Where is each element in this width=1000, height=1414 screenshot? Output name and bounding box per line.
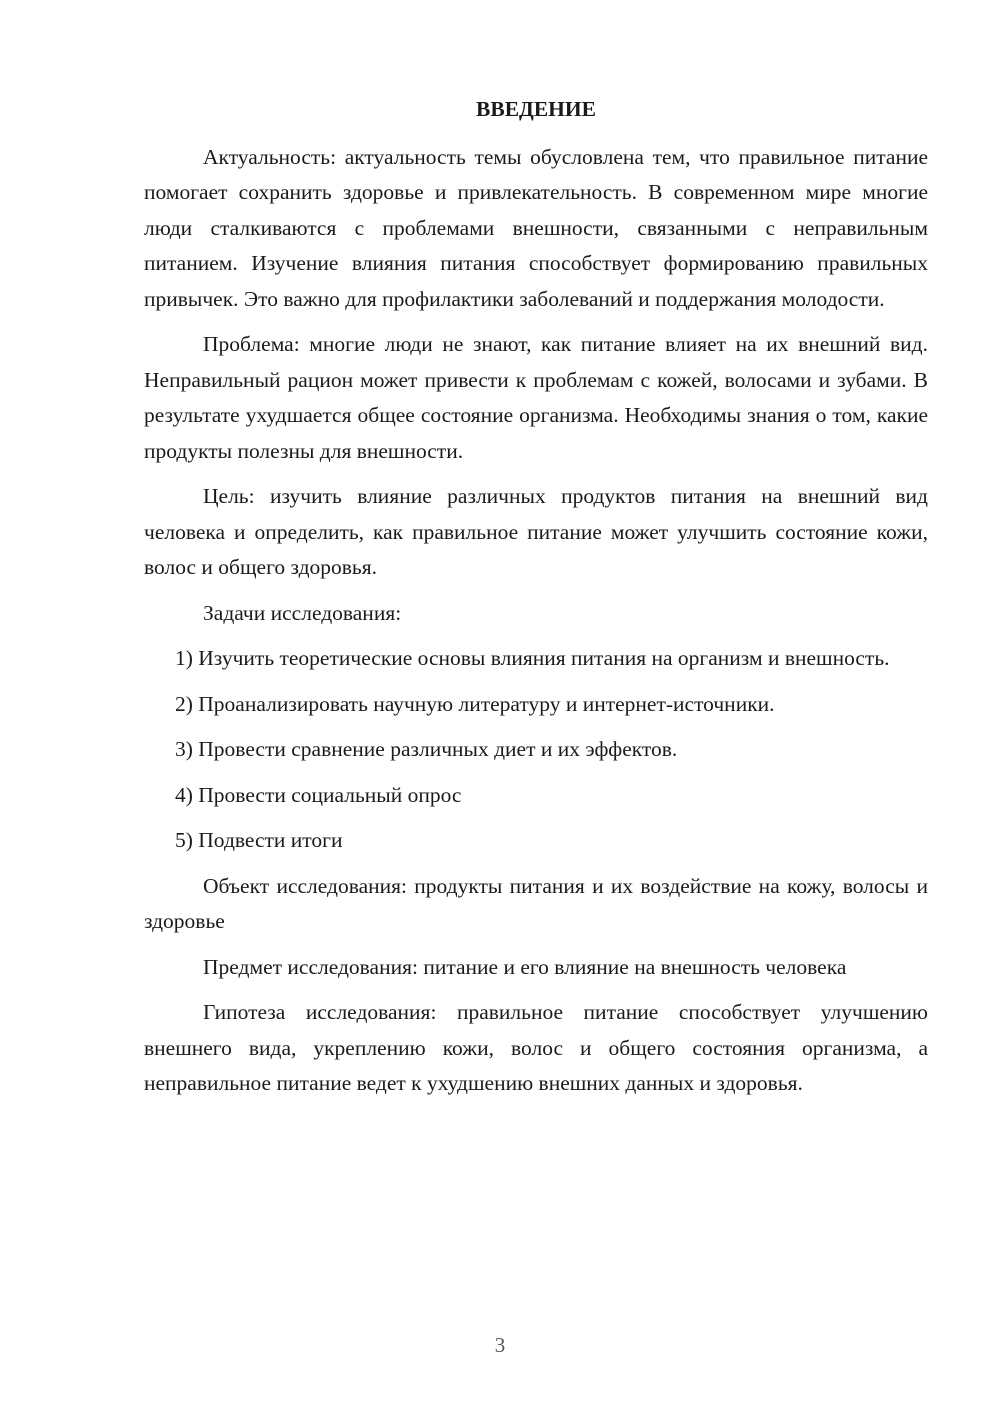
paragraph-subject: Предмет исследования: питание и его влияние на внешность человека xyxy=(203,954,847,979)
task-item-3: 3) Провести сравнение различных диет и их эффектов. xyxy=(175,737,678,761)
paragraph-hypothesis: Гипотеза исследования: правильное питание способствует улучшению внешнего вида, укреплению кожи, волос и общего состояния организма, а неправильное питание ведет к ухудшению внешних данных и здоровья. xyxy=(144,1000,928,1095)
page-number: 3 xyxy=(494,1333,506,1357)
document-page xyxy=(144,92,928,1112)
paragraph-problem: Проблема: многие люди не знают, как питание влияет на их внешний вид. Неправильный рацион может привести к проблемам с кожей, волосами и зубами. В результате ухудшается общее состояние организма. Необходимы знания о том, какие продукты полезны для внешности. xyxy=(144,332,928,463)
task-item-4: 4) Провести социальный опрос xyxy=(175,782,462,807)
paragraph-object: Объект исследования: продукты питания и их воздействие на кожу, волосы и здоровье xyxy=(144,873,928,933)
tasks-heading: Задачи исследования: xyxy=(203,600,402,625)
paragraph-relevance: Актуальность: актуальность темы обусловлена тем, что правильное питание помогает сохранить здоровье и привлекательность. В современном мире многие люди сталкиваются с проблемами внешности, связанными с неправильным питанием. Изучение влияния питания способствует формированию правильных привычек. Это важно для профилактики заболеваний и поддержания молодости. xyxy=(144,144,928,311)
section-title: ВВЕДЕНИЕ xyxy=(476,97,596,121)
task-item-1: 1) Изучить теоретические основы влияния питания на организм и внешность. xyxy=(175,646,890,670)
task-item-5: 5) Подвести итоги xyxy=(175,828,343,852)
task-item-2: 2) Проанализировать научную литературу и интернет-источники. xyxy=(175,691,775,716)
paragraph-goal: Цель: изучить влияние различных продуктов питания на внешний вид человека и определить, как правильное питание может улучшить состояние кожи, волос и общего здоровья. xyxy=(144,484,928,579)
